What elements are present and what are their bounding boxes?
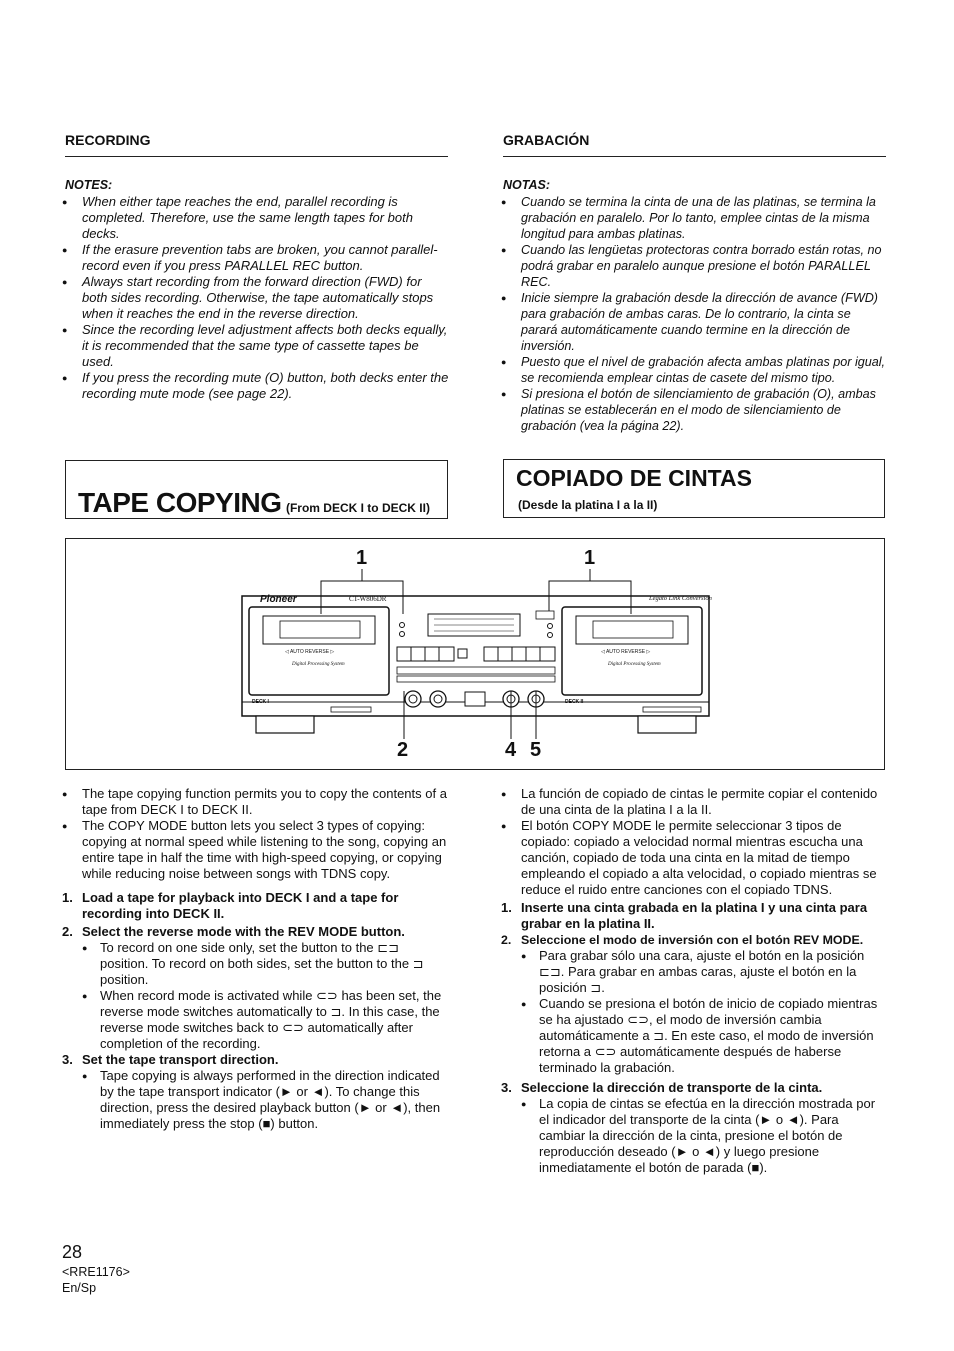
page-number: 28	[62, 1242, 83, 1262]
step-item: ● La copia de cintas se efectúa en la dirección mostrada por el indicador del transporte de la cinta (► o ◄). Para cambiar la dirección de la cinta, presione el botón de reproducción deseado (► o ◄) y luego presione inmediatamente el botón de parada (■).	[521, 1096, 887, 1176]
deck-figure	[65, 538, 885, 770]
nota-item: ● Si presiona el botón de silenciamiento de grabación (O), ambas platinas se establecerán en el modo de silenciamiento de grabación (vea la página 22).	[501, 386, 887, 434]
grabacion-heading: GRABACIÓN	[503, 132, 590, 148]
body-sp	[501, 786, 887, 1176]
callout-5: 5	[530, 739, 542, 761]
copiado-subtitle: (Desde la platina I a la II)	[518, 498, 658, 512]
note-item: ● Always start recording from the forward direction (FWD) for both sides recording. Otherwise, the tape automatically stops when it reaches the end in the reverse direction.	[62, 274, 450, 322]
intro-item: ● La función de copiado de cintas le permite copiar el contenido de una cinta de la platina I a la II.	[501, 786, 887, 818]
intro-item: ● The tape copying function permits you to copy the contents of a tape from DECK I to DECK II.	[62, 786, 450, 818]
deck2-label: DECK II	[565, 699, 584, 705]
cassette-deck-illustration	[66, 539, 884, 769]
note-item: ● If you press the recording mute (O) button, both decks enter the recording mute mode (see page 22).	[62, 370, 450, 402]
step-3-en: 3. Set the tape transport direction.	[62, 1052, 279, 1067]
tape-copying-title: TAPE COPYING	[78, 487, 282, 518]
auto-reverse-right: ◁ AUTO REVERSE ▷	[601, 649, 651, 655]
notes-list-sp	[501, 194, 887, 434]
dps-left: Digital Processing System	[292, 662, 345, 667]
notes-title-sp: NOTAS:	[503, 178, 550, 192]
step-3-sp: 3. Seleccione la dirección de transporte de la cinta.	[501, 1080, 823, 1095]
note-item: ● If the erasure prevention tabs are broken, you cannot parallel-record even if you press PARALLEL REC button.	[62, 242, 450, 274]
step-item: ● Tape copying is always performed in the direction indicated by the tape transport indicator (► or ◄). To change this direction, press the desired playback button (► or ◄), then immediately press the stop (■) button.	[82, 1068, 450, 1132]
step-item: ● Cuando se presiona el botón de inicio de copiado mientras se ha ajustado ⊂⊃, el modo de inversión cambia automáticamente a ⊐. En este caso, el modo de inversión retorna a ⊂⊃ automáticamente después de haberse terminado la grabación.	[521, 996, 887, 1076]
step-item: ● Para grabar sólo una cara, ajuste el botón en la posición ⊏⊐. Para grabar en ambas caras, ajuste el botón en la posición ⊐.	[521, 948, 887, 996]
nota-item: ● Cuando se termina la cinta de una de las platinas, se termina la grabación en paralelo. Por lo tanto, emplee cintas de la misma longitud para ambas platinas.	[501, 194, 887, 242]
grabacion-rule	[503, 156, 886, 157]
note-item: ● Since the recording level adjustment affects both decks equally, it is recommended that the same type of cassette tapes be used.	[62, 322, 450, 370]
brand-logo: Pioneer	[260, 594, 297, 605]
dps-right: Digital Processing System	[608, 662, 661, 667]
nota-item: ● Cuando las lengüetas protectoras contra borrado están rotas, no podrá grabar en paralelo aunque presione el botón PARALLEL REC.	[501, 242, 887, 290]
notes-list-en	[62, 194, 450, 402]
copiado-title: COPIADO DE CINTAS	[516, 465, 752, 491]
model-label: CT-W806DR	[349, 595, 387, 603]
deck1-label: DECK I	[252, 699, 269, 705]
intro-item: ● El botón COPY MODE le permite seleccionar 3 tipos de copiado: copiado a velocidad normal mientras escucha una canción, copiado de toda una cinta en la mitad de tiempo empleando el copiado a alta velocidad, o copiado mientras se reduce el ruido entre canciones con el copiado TDNS.	[501, 818, 887, 898]
callout-1-left: 1	[356, 547, 368, 569]
callout-4: 4	[505, 739, 517, 761]
tape-copying-box	[65, 460, 448, 519]
recording-heading: RECORDING	[65, 132, 151, 148]
note-item: ● When either tape reaches the end, parallel recording is completed. Therefore, use the same length tapes for both decks.	[62, 194, 450, 242]
intro-list-sp	[501, 786, 887, 898]
step-1-sp: 1. Inserte una cinta grabada en la platina I y una cinta para grabar en la platina II.	[501, 900, 868, 931]
step-2-en: 2. Select the reverse mode with the REV MODE button.	[62, 924, 405, 939]
step-3-items-sp	[521, 1096, 887, 1176]
step-2-items-en	[82, 940, 450, 1052]
tape-copying-subtitle: (From DECK I to DECK II)	[285, 501, 430, 515]
auto-reverse-left: ◁ AUTO REVERSE ▷	[285, 649, 335, 655]
step-item: ● To record on one side only, set the button to the ⊏⊐ position. To record on both sides, set the button to the ⊐ position.	[82, 940, 450, 988]
step-1-en: 1. Load a tape for playback into DECK I and a tape for recording into DECK II.	[62, 890, 399, 921]
nota-item: ● Inicie siempre la grabación desde la dirección de avance (FWD) para grabación de ambas caras. De lo contrario, la cinta se parará automáticamente cuando termine en la dirección de inversión.	[501, 290, 887, 354]
callout-1-right: 1	[584, 547, 596, 569]
intro-item: ● The COPY MODE button lets you select 3 types of copying: copying at normal speed while listening to the song, copying an entire tape in half the time with high-speed copying, or copying while reducing noise between songs with TDNS copy.	[62, 818, 450, 882]
body-en	[62, 786, 450, 1132]
step-item: ● When record mode is activated while ⊂⊃ has been set, the reverse mode switches automatically to ⊐. In this case, the reverse mode switches back to ⊂⊃ automatically after completion of the recording.	[82, 988, 450, 1052]
notes-title-en: NOTES:	[65, 178, 113, 192]
step-2-items-sp	[521, 948, 887, 1076]
step-3-items-en	[82, 1068, 450, 1132]
legato-label: Legato Link Conversion	[649, 595, 712, 602]
language-code: En/Sp	[62, 1281, 97, 1295]
copiado-box	[503, 459, 885, 518]
callout-2: 2	[397, 739, 409, 761]
intro-list-en	[62, 786, 450, 882]
doc-code: <RRE1176>	[62, 1265, 130, 1279]
nota-item: ● Puesto que el nivel de grabación afecta ambas platinas por igual, se recomienda emplear cintas de casete del mismo tipo.	[501, 354, 887, 386]
recording-rule	[65, 156, 448, 157]
step-2-sp: 2. Seleccione el modo de inversión con el botón REV MODE.	[501, 933, 864, 947]
